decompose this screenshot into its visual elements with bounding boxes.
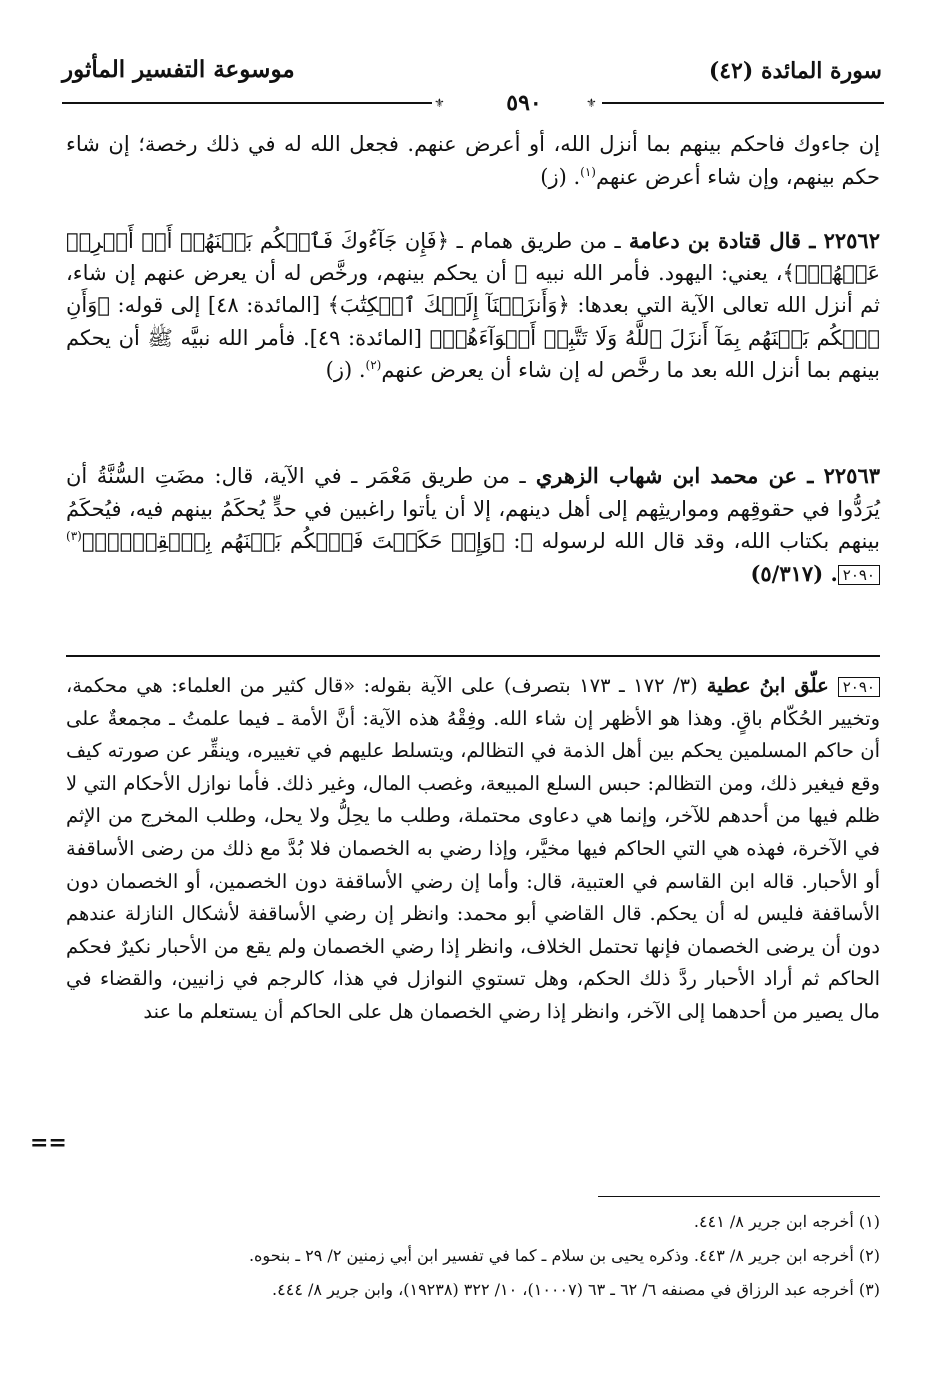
book-title-header: موسوعة التفسير المأثور	[62, 56, 295, 83]
narration-tail: . (٥/٣١٧)	[750, 560, 838, 586]
ornament-left-icon: ⚜	[434, 96, 445, 110]
narrator: ـ قال قتادة بن دعامة	[620, 228, 824, 253]
commentary-separator	[66, 655, 880, 657]
narration-number: ٢٢٥٦٢	[823, 228, 880, 253]
narration-22562	[66, 225, 880, 386]
header-rule-right	[602, 102, 884, 104]
footnote-marker: (١)	[580, 164, 596, 179]
narration-text: ـ من طريق مَعْمَر ـ في الآية، قال: مضَتِ السُّنَّةُ أن يُرَدُّوا في حقوقِهم ومواريثِهم إلى أهل دينهم، إلا أن يأتوا راغبين في حدٍّ يُحكَمُ بينهم فيه، فيُحكَمُ بينهم بكتاب الله، وقد قال الله لرسوله ﷺ: ﴿وَإِنۡ حَكَمۡتَ فَٱحۡكُم بَيۡنَهُم بِٱلۡقِسۡطِۚ﴾	[66, 464, 880, 553]
footnote-3: (٣) أخرجه عبد الرزاق في مصنفه ٦/ ٦٢ ـ ٦٣ (١٠٠٠٧)، ١٠/ ٣٢٢ (١٩٢٣٨)، وابن جرير ٨/ ٤٤٤.	[272, 1280, 880, 1299]
commentary-number-box: ٢٠٩٠	[838, 677, 880, 697]
footnote-separator	[598, 1196, 880, 1197]
paragraph-continuation	[66, 128, 880, 193]
footnote-marker: (٣)	[66, 529, 82, 543]
header-rule	[62, 92, 884, 114]
commentary-author: علّق ابنُ عطية	[697, 674, 838, 697]
footnote-marker: (٢)	[365, 357, 382, 372]
commentary-text: (٣/ ١٧٢ ـ ١٧٣ بتصرف) على الآية بقوله: «قال كثير من العلماء: هي محكمة، وتخيير الحُكّام باقٍ. وهذا هو الأظهر إن شاء الله. وفِقْهُ هذه الآية: أنَّ الأمة ـ فيما علمتُ ـ مجمعةٌ على أن حاكم المسلمين يحكم بين أهل الذمة في التظالم، ويتسلط عليهم في تغييره، وينقِّر عن صورته كيف وقع فيغير ذلك، ومن التظالم: حبس السلع المبيعة، وغصب المال، وغير ذلك. فأما نوازل الأحكام التي لا ظلم فيها من أحدهم للآخر، وإنما هي دعاوى محتملة، وطلب ما يحِلُّ ولا يحل، وطلب المخرج من الإثم في الآخرة، فهذه هي التي الحاكم فيها مخيَّر، وإذا رضي به الخصمان فلا بُدَّ مع ذلك من رضى الأساقفة أو الأحبار. قاله ابن القاسم في العتبية، قال: وأما إن رضي الأساقفة دون الخصمين، أو الخصمان دون الأساقفة فليس له أن يحكم. قال القاضي أبو محمد: وانظر إن رضي الأساقفة لأشكال النازلة عندهم دون أن يرضى الخصمان فإنها تحتمل الخلاف، وانظر إذا رضي الخصمان ولم يقع من الأحبار نكيرٌ فحكم الحاكم ثم أراد الأحبار ردَّ ذلك الحكم، وهل تستوي النوازل في هذا، كالرجم في زانيين، والقضاء في مال يصير من أحدهما إلى الآخر، وانظر إذا رضي الخصمان هل على الحاكم أن يستعلم ما عند	[66, 674, 880, 1023]
ornament-right-icon: ⚜	[586, 96, 597, 110]
commentary-note	[66, 670, 880, 1029]
continuation-mark: ==	[30, 1130, 67, 1156]
narration-22563	[66, 460, 880, 590]
commentary-ref-box[interactable]: ٢٠٩٠	[838, 565, 880, 585]
narration-tail: . (ز)	[325, 357, 366, 382]
surah-header: سورة المائدة (٤٢)	[708, 58, 882, 84]
page-number: ٥٩٠	[470, 92, 578, 114]
narrator: ـ عن محمد ابن شهاب الزهري	[525, 463, 824, 488]
footnote-2: (٢) أخرجه ابن جرير ٨/ ٤٤٣. وذكره يحيى بن سلام ـ كما في تفسير ابن أبي زمنين ٢/ ٢٩ ـ بنحوه.	[248, 1246, 880, 1265]
header-rule-left	[62, 102, 432, 104]
narration-number: ٢٢٥٦٣	[823, 463, 881, 488]
narration-text: ـ من طريق همام ـ ﴿فَإِن جَآءُوكَ فَٱحۡكُم بَيۡنَهُمۡ أَوۡ أَعۡرِضۡ عَنۡهُمۡۖ﴾، يعني: اليهود. فأمر الله نبيه ﷺ أن يحكم بينهم، ورخَّص له أن يعرض عنهم إن شاء، ثم أنزل الله تعالى الآية التي بعدها: ﴿وَأَنزَلۡنَآ إِلَيۡكَ ٱلۡكِتَٰبَ﴾ [المائدة: ٤٨] إلى قوله: ﴿وَأَنِ ٱحۡكُم بَيۡنَهُم بِمَآ أَنزَلَ ٱللَّهُ وَلَا تَتَّبِعۡ أَهۡوَآءَهُمۡ﴾ [المائدة: ٤٩]. فأمر الله نبيَّه ﷺ أن يحكم بينهم بما أنزل الله بعد ما رخَّص له إن شاء أن يعرض عنهم	[66, 229, 881, 382]
paragraph-tail: . (ز)	[540, 164, 581, 189]
paragraph-text: إن جاءوك فاحكم بينهم بما أنزل الله، أو أعرض عنهم. فجعل الله له في ذلك رخصة؛ إن شاء حكم بينهم، وإن شاء أعرض عنهم	[66, 132, 880, 189]
footnote-1: (١) أخرجه ابن جرير ٨/ ٤٤١.	[693, 1212, 880, 1231]
